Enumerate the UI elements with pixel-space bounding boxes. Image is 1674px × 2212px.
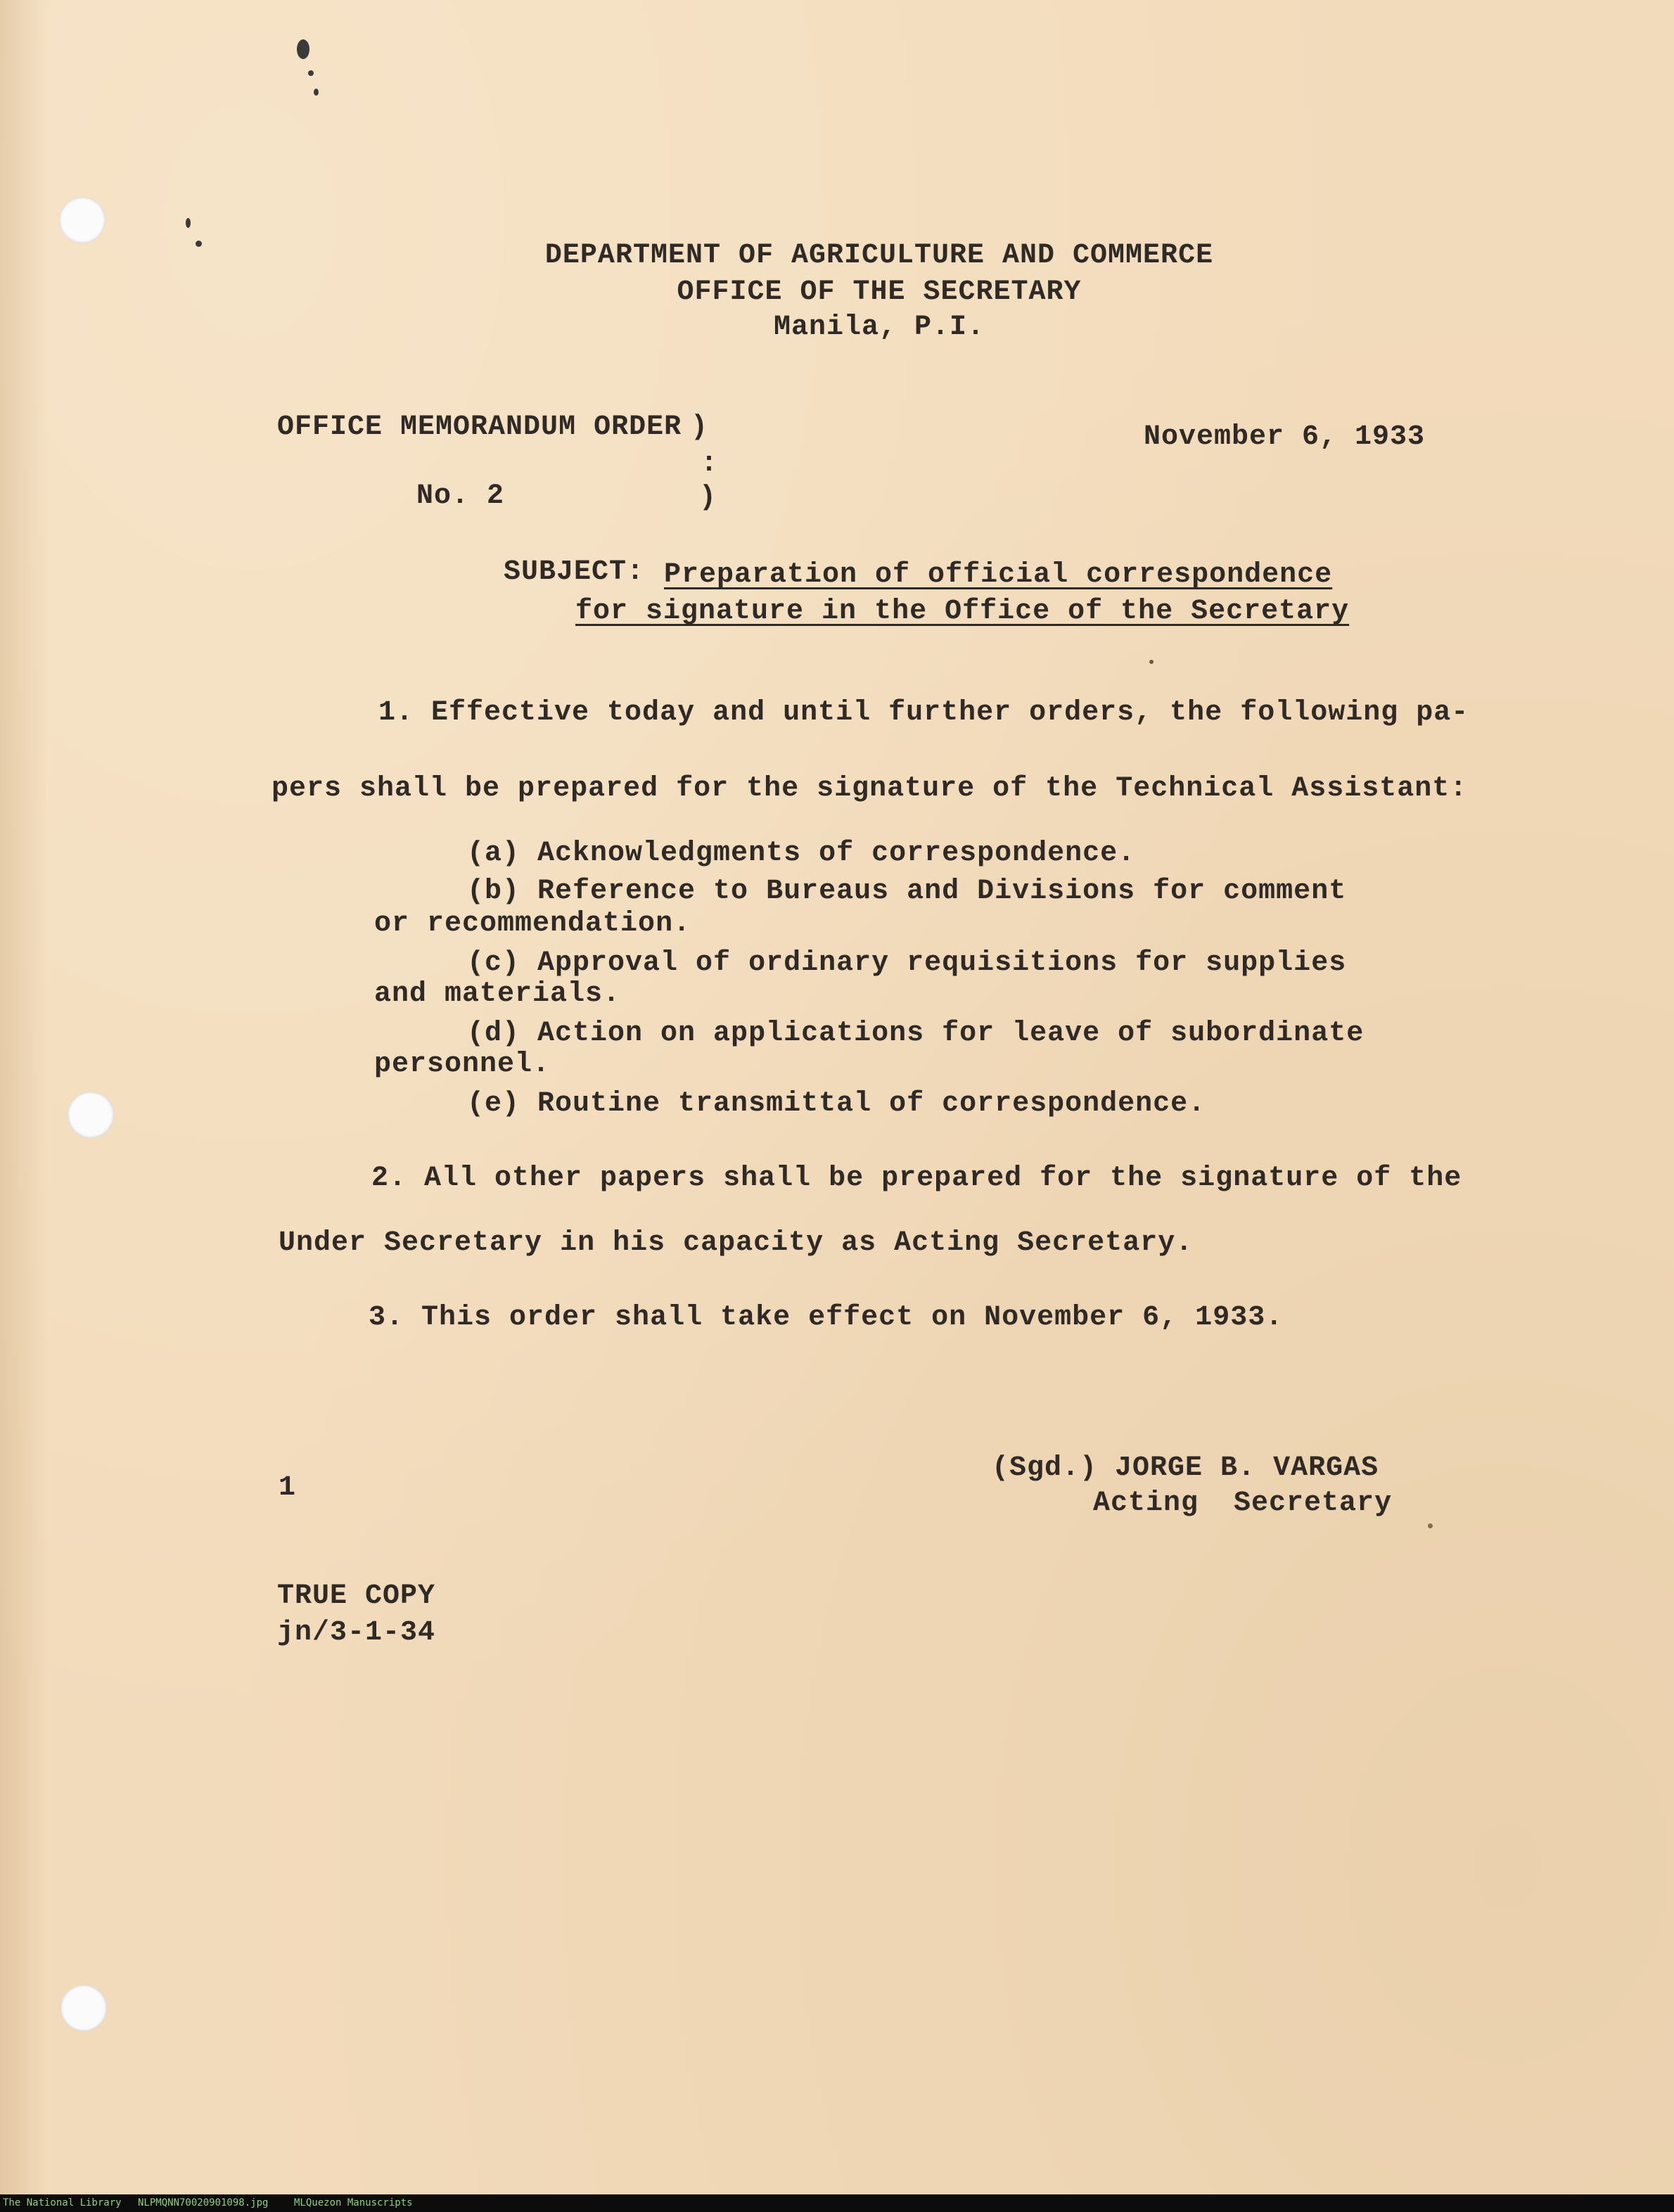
ink-speck [196, 241, 202, 247]
list-item-b-cont: or recommendation. [374, 908, 691, 940]
subject-label: SUBJECT: [504, 556, 645, 588]
memo-number: No. 2 [416, 480, 505, 512]
punch-hole-bottom [60, 1985, 107, 2031]
memo-bracket-bottom: ) [699, 482, 717, 513]
page-edge-shadow [0, 0, 49, 2194]
punch-hole-top [59, 197, 106, 243]
paragraph-2-line-2: Under Secretary in his capacity as Acting Secretary. [279, 1227, 1194, 1259]
subject-line-1: Preparation of official correspondence [664, 559, 1333, 591]
memo-bracket-top: ) [691, 411, 709, 443]
memo-bracket-middle: : [701, 448, 719, 480]
ink-speck [314, 89, 319, 96]
list-item-c-cont: and materials. [374, 978, 621, 1010]
letterhead-department: DEPARTMENT OF AGRICULTURE AND COMMERCE [544, 240, 1214, 271]
list-item-e: (e) Routine transmittal of correspondence. [467, 1088, 1206, 1120]
letterhead-city: Manila, P.I. [773, 312, 985, 343]
letterhead-office: OFFICE OF THE SECRETARY [677, 276, 1082, 308]
paragraph-2-line-1: 2. All other papers shall be prepared for the signature of the [371, 1163, 1462, 1194]
list-item-c: (c) Approval of ordinary requisitions for supplies [467, 947, 1347, 979]
subject-line-2: for signature in the Office of the Secretary [575, 596, 1350, 627]
footer-file-name: NLPMQNN70020901098.jpg [138, 2197, 269, 2208]
list-item-d-cont: personnel. [374, 1049, 551, 1080]
paragraph-1-line-1: 1. Effective today and until further orders, the following pa- [378, 697, 1469, 729]
true-copy-reference: jn/3-1-34 [277, 1617, 436, 1649]
ink-speck [308, 70, 314, 76]
memo-date: November 6, 1933 [1144, 421, 1426, 453]
punch-hole-middle [68, 1092, 114, 1138]
list-item-a: (a) Acknowledgments of correspondence. [467, 838, 1136, 869]
archive-footer-bar [0, 2194, 1674, 2212]
footer-library-name: The National Library [3, 2197, 122, 2208]
footer-collection-name: MLQuezon Manuscripts [294, 2197, 413, 2208]
staple-mark [297, 39, 309, 59]
memo-title: OFFICE MEMORANDUM ORDER [277, 411, 682, 443]
signature-title: Acting Secretary [1093, 1488, 1393, 1519]
list-item-d: (d) Action on applications for leave of subordinate [467, 1018, 1365, 1049]
true-copy-label: TRUE COPY [277, 1580, 436, 1612]
ink-speck [186, 218, 191, 228]
signature-name: (Sgd.) JORGE B. VARGAS [992, 1452, 1379, 1484]
paragraph-1-line-2: pers shall be prepared for the signature of the Technical Assistant: [271, 773, 1468, 805]
paragraph-3: 3. This order shall take effect on November 6, 1933. [369, 1302, 1284, 1334]
ink-speck [1149, 660, 1154, 664]
ink-speck [1428, 1523, 1433, 1528]
list-item-b: (b) Reference to Bureaus and Divisions for comment [467, 876, 1347, 907]
page-mark: 1 [279, 1472, 297, 1504]
